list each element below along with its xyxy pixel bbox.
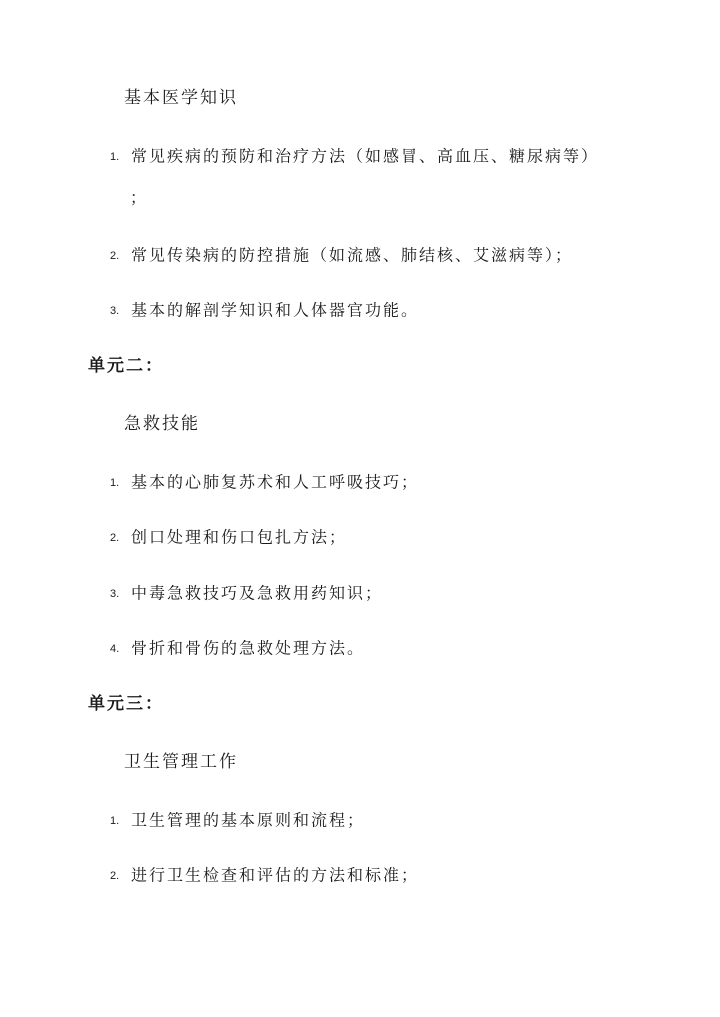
section-subheading-first-aid: 急救技能: [124, 414, 200, 434]
list-item: [110, 527, 347, 548]
section-subheading-medical-knowledge: 基本医学知识: [124, 88, 238, 108]
list-item: [110, 583, 383, 604]
list-item: [110, 146, 599, 167]
list-item-number: 2.: [110, 249, 120, 262]
list-item-text: 常见传染病的防控措施（如流感、肺结核、艾滋病等）；: [131, 245, 574, 265]
list-item-number: 1.: [110, 814, 120, 827]
list-item: [110, 472, 419, 493]
list-item: [110, 810, 365, 831]
list-item-text: 中毒急救技巧及急救用药知识；: [131, 583, 384, 603]
list-item-number: 2.: [110, 869, 120, 882]
list-item-number: 1.: [110, 150, 120, 163]
list-item-number: 3.: [110, 587, 120, 600]
list-item-number: 3.: [110, 304, 120, 317]
list-item-text: 创口处理和伤口包扎方法；: [131, 527, 348, 547]
list-item: [110, 865, 419, 886]
list-item: [110, 300, 419, 321]
list-item-text: 常见疾病的预防和治疗方法（如感冒、高血压、糖尿病等）: [131, 146, 600, 166]
list-item-text: 进行卫生检查和评估的方法和标准；: [131, 865, 420, 885]
list-item: [110, 245, 573, 266]
list-item-text: 卫生管理的基本原则和流程；: [131, 810, 366, 830]
list-item-text-continuation: ；: [130, 188, 147, 207]
list-item-text: 骨折和骨伤的急救处理方法。: [131, 638, 366, 658]
list-item-text: 基本的解剖学知识和人体器官功能。: [131, 300, 420, 320]
list-item-number: 1.: [110, 476, 120, 489]
section-subheading-hygiene-management: 卫生管理工作: [124, 752, 238, 772]
list-item-number: 2.: [110, 531, 120, 544]
unit-heading-3: 单元三：: [88, 694, 164, 714]
list-item: [110, 638, 365, 659]
list-item-text: 基本的心肺复苏术和人工呼吸技巧；: [131, 472, 420, 492]
list-item-number: 4.: [110, 642, 120, 655]
unit-heading-2: 单元二：: [88, 356, 164, 376]
